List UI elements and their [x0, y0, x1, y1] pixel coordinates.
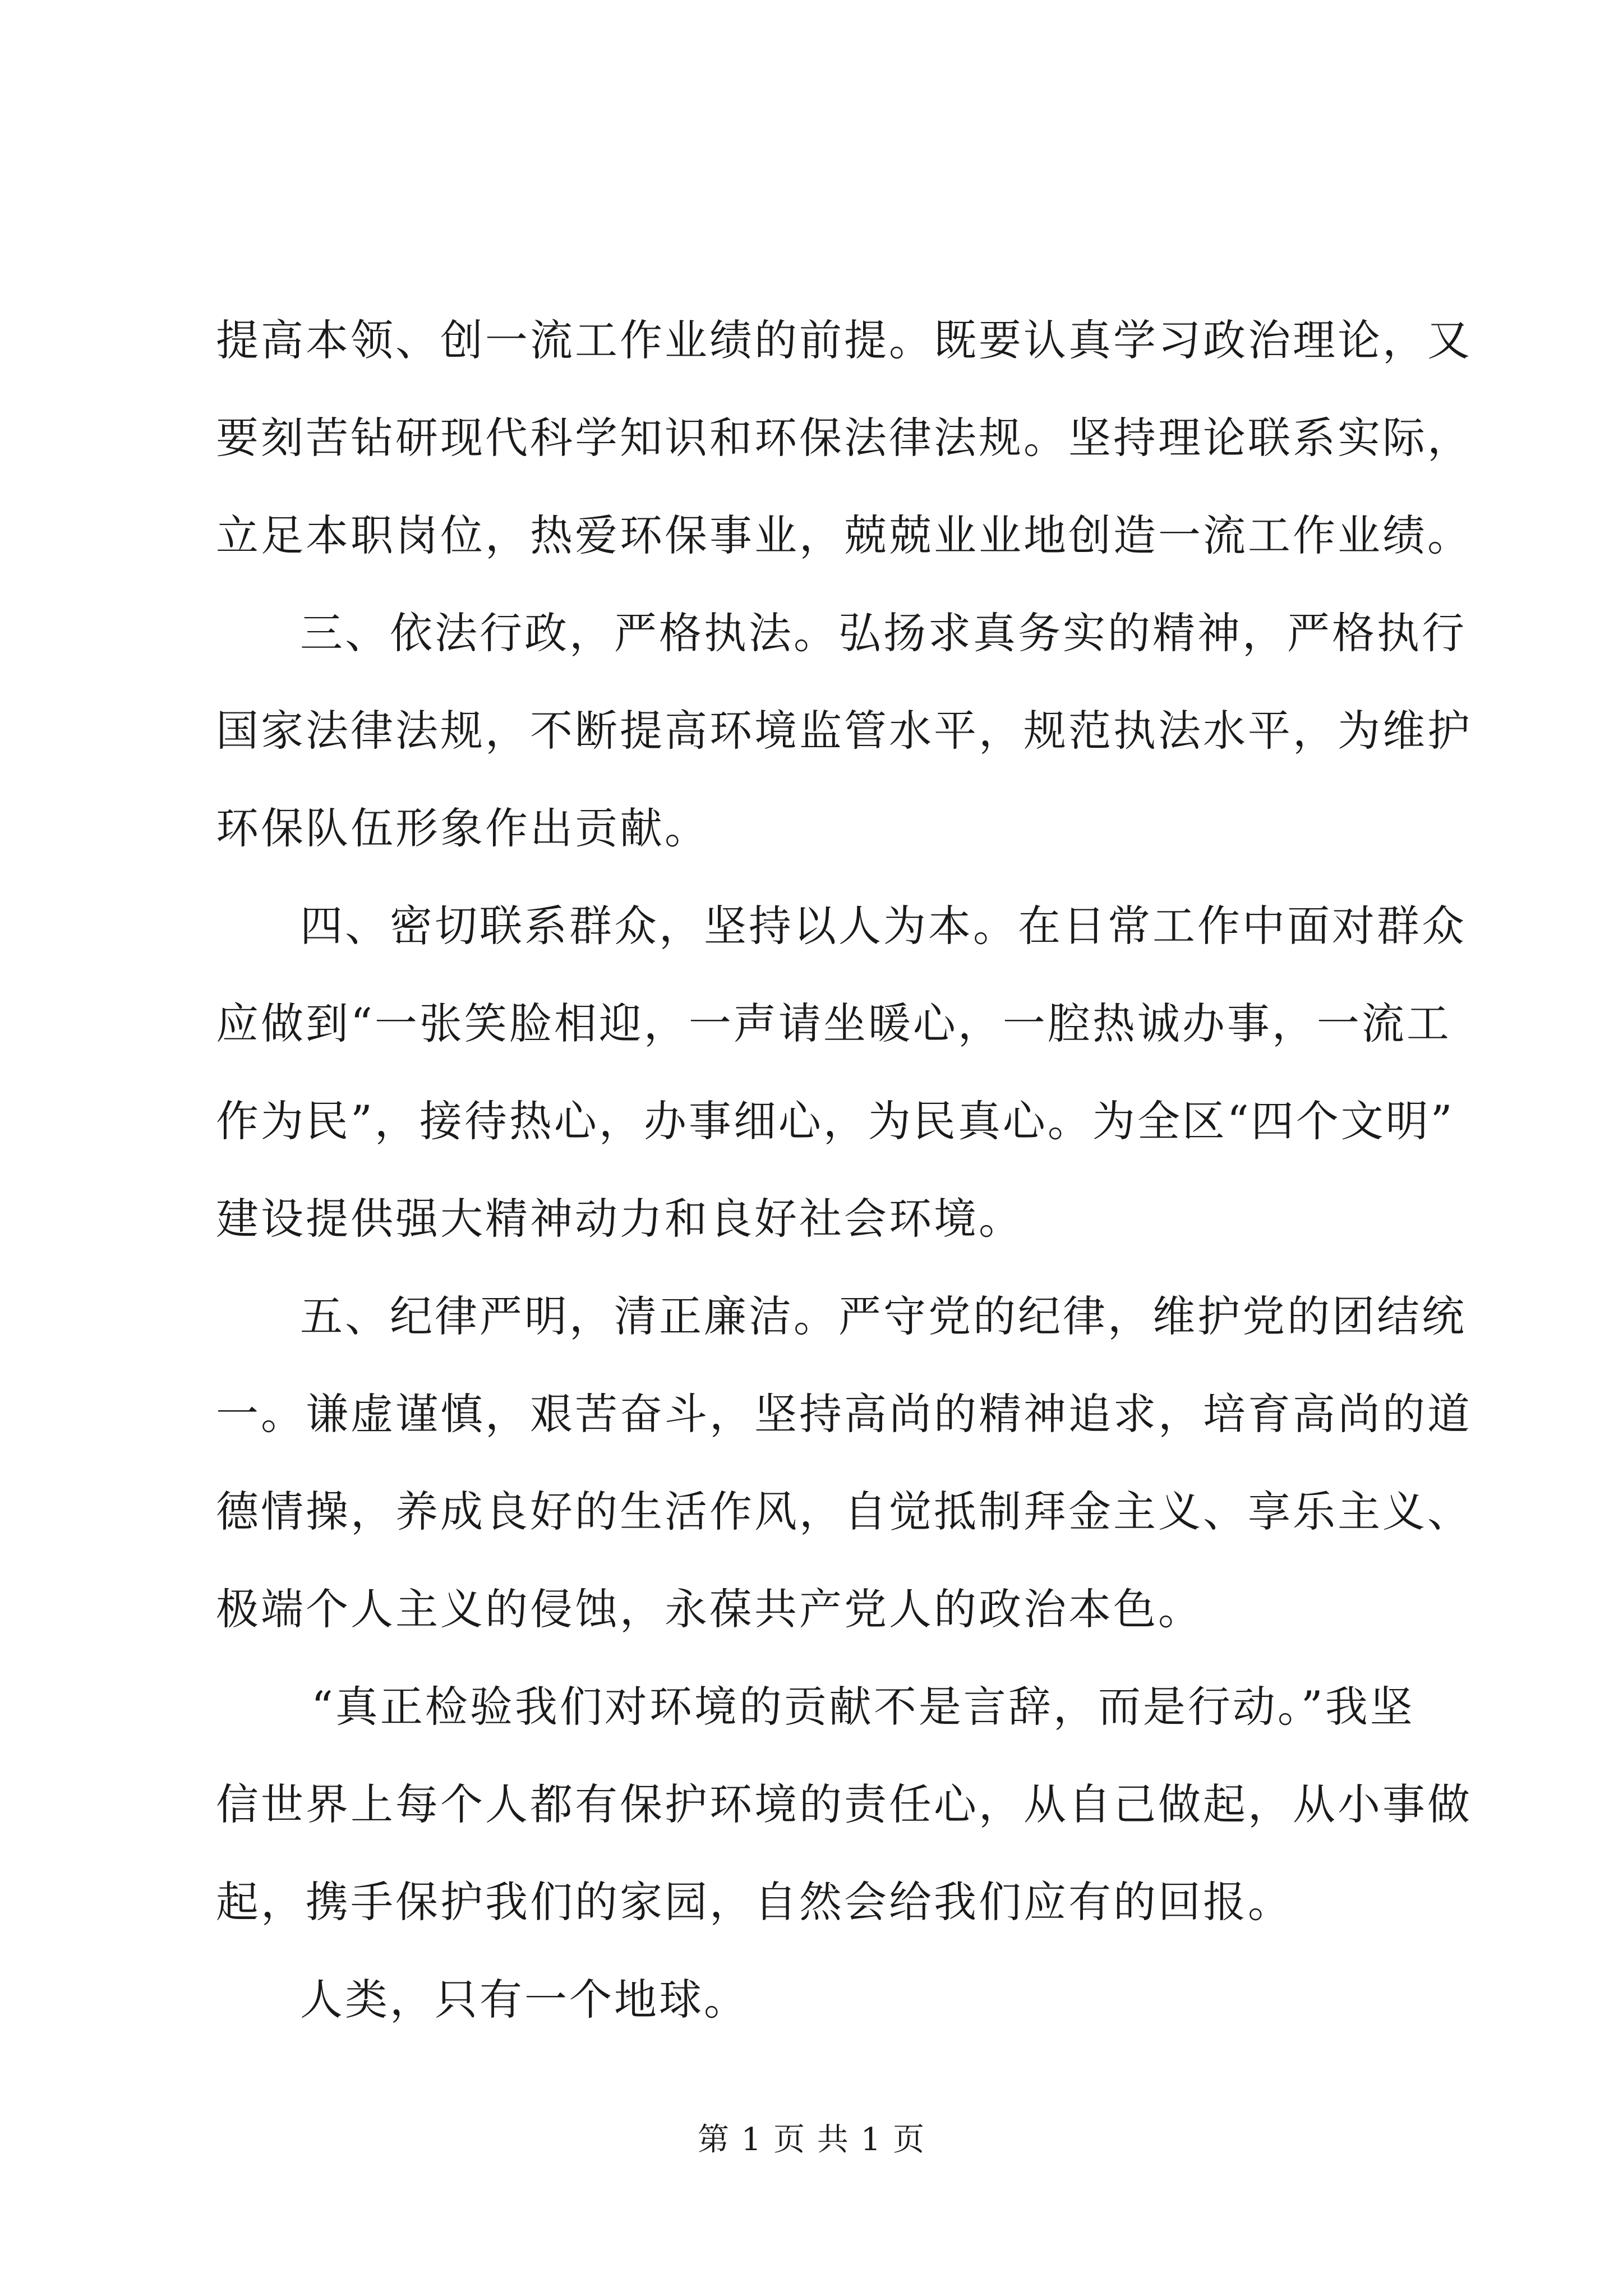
text-line: 立足本职岗位，热爱环保事业，兢兢业业地创造一流工作业绩。 [216, 510, 1472, 560]
text-line: 环保队伍形象作出贡献。 [216, 803, 709, 853]
text-line: 国家法律法规，不断提高环境监管水平，规范执法水平，为维护 [216, 706, 1472, 756]
paragraph-heading-4: 四、密切联系群众，坚持以人为本。在日常工作中面对群众 [300, 901, 1467, 951]
text-line: 应做到“一张笑脸相迎，一声请坐暖心，一腔热诚办事，一流工 [216, 999, 1451, 1048]
text-line: 作为民”，接待热心，办事细心，为民真心。为全区“四个文明” [216, 1096, 1455, 1146]
text-line: 建设提供强大精神动力和良好社会环境。 [216, 1194, 1023, 1244]
page-footer: 第 1 页 共 1 页 [697, 2122, 926, 2158]
text-line: 提高本领、创一流工作业绩的前提。既要认真学习政治理论，又 [216, 315, 1472, 365]
text-line: 信世界上每个人都有保护环境的责任心，从自己做起，从小事做 [216, 1779, 1472, 1829]
text-line: 德情操，养成良好的生活作风，自觉抵制拜金主义、享乐主义、 [216, 1487, 1472, 1536]
paragraph-heading-5: 五、纪律严明，清正廉洁。严守党的纪律，维护党的团结统 [300, 1291, 1467, 1341]
text-line: 极端个人主义的侵蚀，永葆共产党人的政治本色。 [216, 1584, 1203, 1634]
text-line: 一。谦虚谨慎，艰苦奋斗，坚持高尚的精神追求，培育高尚的道 [216, 1389, 1472, 1439]
paragraph-heading-3: 三、依法行政，严格执法。弘扬求真务实的精神，严格执行 [300, 608, 1467, 658]
text-line: 要刻苦钻研现代科学知识和环保法律法规。坚持理论联系实际， [216, 413, 1472, 463]
closing-line: 人类，只有一个地球。 [300, 1975, 749, 2024]
body-text [216, 292, 1472, 2049]
quote-paragraph: “真正检验我们对环境的贡献不是言辞，而是行动。”我坚 [311, 1682, 1415, 1732]
text-line: 起，携手保护我们的家园，自然会给我们应有的回报。 [216, 1877, 1293, 1927]
